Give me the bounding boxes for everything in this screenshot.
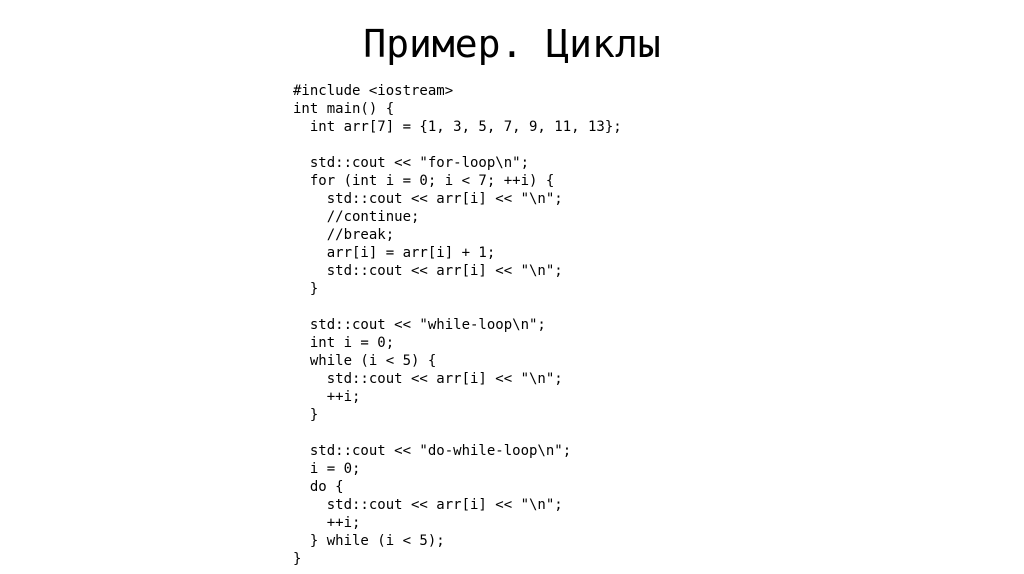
code-line: std::cout << "do-while-loop\n";: [293, 443, 572, 459]
code-line: i = 0;: [293, 461, 361, 477]
code-line: std::cout << arr[i] << "\n";: [293, 497, 563, 513]
code-line: std::cout << "for-loop\n";: [293, 155, 530, 171]
code-line: //break;: [293, 227, 395, 243]
code-line: std::cout << arr[i] << "\n";: [293, 191, 563, 207]
code-line: }: [293, 281, 319, 297]
code-line: int main() {: [293, 101, 395, 117]
code-line: #include <iostream>: [293, 83, 454, 99]
code-line: } while (i < 5);: [293, 533, 445, 549]
code-line: int i = 0;: [293, 335, 395, 351]
code-line: while (i < 5) {: [293, 353, 437, 369]
code-line: }: [293, 551, 302, 567]
code-block: [293, 82, 622, 568]
code-line: for (int i = 0; i < 7; ++i) {: [293, 173, 555, 189]
code-line: ++i;: [293, 515, 361, 531]
code-line: [293, 298, 622, 316]
code-line: do {: [293, 479, 344, 495]
code-line: std::cout << arr[i] << "\n";: [293, 263, 563, 279]
code-line: std::cout << arr[i] << "\n";: [293, 371, 563, 387]
code-line: int arr[7] = {1, 3, 5, 7, 9, 11, 13};: [293, 119, 622, 135]
code-line: }: [293, 407, 319, 423]
code-line: [293, 136, 622, 154]
code-line: arr[i] = arr[i] + 1;: [293, 245, 496, 261]
slide-title: Пример. Циклы: [363, 22, 661, 66]
code-line: [293, 424, 622, 442]
code-line: //continue;: [293, 209, 420, 225]
code-line: std::cout << "while-loop\n";: [293, 317, 546, 333]
code-line: ++i;: [293, 389, 361, 405]
